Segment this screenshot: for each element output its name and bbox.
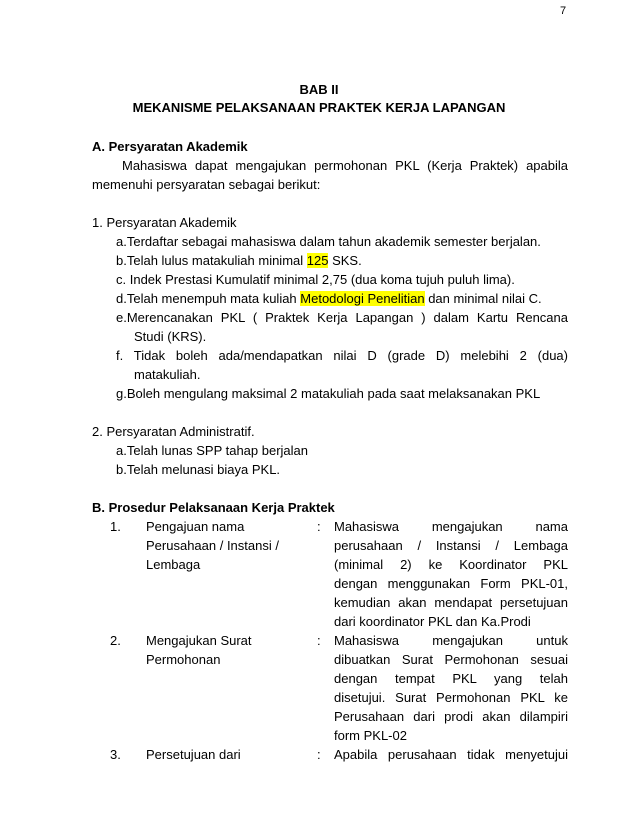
list1-item-e-line2: Studi (KRS). — [134, 329, 207, 344]
section-a-heading: A. Persyaratan Akademik — [92, 139, 248, 154]
procedure-row-label: Pengajuan nama — [146, 519, 245, 534]
procedure-row-number: 1. — [110, 519, 121, 534]
chapter-heading: BAB II — [299, 82, 339, 97]
list1-item-d-text: d.Telah menempuh mata kuliah — [116, 291, 301, 306]
section-b-heading: B. Prosedur Pelaksanaan Kerja Praktek — [92, 500, 335, 515]
highlight-sks: 125 — [306, 253, 329, 268]
procedure-row-desc: perusahaan / Instansi / Lembaga — [334, 538, 568, 553]
procedure-row-desc: form PKL-02 — [334, 728, 407, 743]
list1-item-d — [116, 289, 542, 308]
list1-item-f-line1: f. Tidak boleh ada/mendapatkan nilai D (grade D) melebihi 2 (dua) — [116, 348, 568, 363]
list2-item-a: a.Telah lunas SPP tahap berjalan — [116, 443, 309, 458]
procedure-row-label: Mengajukan Surat — [146, 633, 252, 648]
procedure-row-desc: kemudian akan mendapat persetujuan — [334, 595, 568, 610]
procedure-row-desc: Mahasiswa mengajukan nama — [334, 519, 568, 534]
procedure-row-colon: : — [317, 633, 321, 648]
list1-item-c: c. Indek Prestasi Kumulatif minimal 2,75 (dua koma tujuh puluh lima). — [116, 272, 515, 287]
section-a-intro-line1: Mahasiswa dapat mengajukan permohonan PKL (Kerja Praktek) apabila — [122, 158, 568, 173]
procedure-row-colon: : — [317, 747, 321, 762]
list1-item-a: a.Terdaftar sebagai mahasiswa dalam tahun akademik semester berjalan. — [116, 234, 541, 249]
procedure-row-number: 3. — [110, 747, 121, 762]
list1-item-b-text: b.Telah lulus matakuliah minimal — [116, 253, 307, 268]
list1-item-g: g.Boleh mengulang maksimal 2 matakuliah pada saat melaksanakan PKL — [116, 386, 541, 401]
procedure-row-desc: (minimal 2) ke Koordinator PKL — [334, 557, 568, 572]
list1-heading: 1. Persyaratan Akademik — [92, 215, 237, 230]
highlight-course: Metodologi Penelitian — [300, 291, 425, 306]
procedure-row-desc: Apabila perusahaan tidak menyetujui — [334, 747, 568, 762]
list2-heading: 2. Persyaratan Administratif. — [92, 424, 255, 439]
procedure-row-desc: dibuatkan Surat Permohonan sesuai — [334, 652, 568, 667]
list2-item-b: b.Telah melunasi biaya PKL. — [116, 462, 281, 477]
section-a-intro-line2: memenuhi persyaratan sebagai berikut: — [92, 177, 321, 192]
procedure-row-desc: dari koordinator PKL dan Ka.Prodi — [334, 614, 531, 629]
procedure-row-desc: dengan tempat PKL yang telah — [334, 671, 568, 686]
procedure-row-label: Perusahaan / Instansi / — [146, 538, 279, 553]
page-number: 7 — [560, 5, 567, 17]
procedure-row-desc: Mahasiswa mengajukan untuk — [334, 633, 568, 648]
list1-item-d-suffix: dan minimal nilai C. — [424, 291, 542, 306]
list1-item-b-suffix: SKS. — [328, 253, 362, 268]
procedure-row-desc: dengan menggunakan Form PKL-01, — [334, 576, 568, 591]
procedure-row-label: Permohonan — [146, 652, 221, 667]
procedure-row-label: Lembaga — [146, 557, 201, 572]
procedure-row-desc: Perusahaan dari prodi akan dilampiri — [334, 709, 568, 724]
list1-item-b — [116, 251, 362, 270]
procedure-row-label: Persetujuan dari — [146, 747, 241, 762]
procedure-row-colon: : — [317, 519, 321, 534]
list1-item-e-line1: e.Merencanakan PKL ( Praktek Kerja Lapangan ) dalam Kartu Rencana — [116, 310, 568, 325]
list1-item-f-line2: matakuliah. — [134, 367, 201, 382]
chapter-title: MEKANISME PELAKSANAAN PRAKTEK KERJA LAPANGAN — [132, 100, 506, 115]
procedure-row-number: 2. — [110, 633, 121, 648]
procedure-row-desc: disetujui. Surat Permohonan PKL ke — [334, 690, 568, 705]
